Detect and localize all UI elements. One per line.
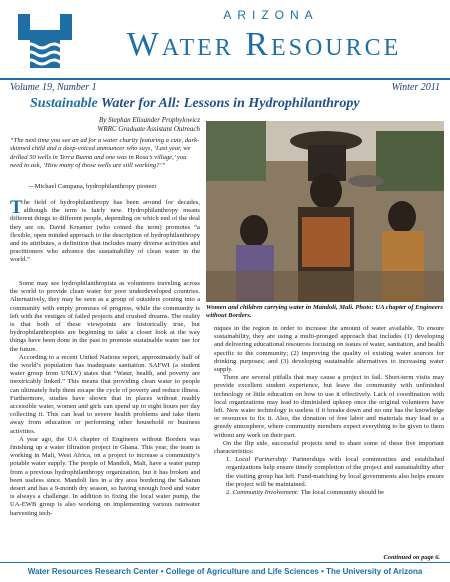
- headline-rest: Water for All: Lessons in Hydrophilanthropy: [97, 96, 360, 111]
- paragraph: On the flip side, successful projects tend to share some of these five important characteristics:: [214, 439, 444, 456]
- opening-quote: “The next time you see an ad for a water charity featuring a cute, dark-skinned child and a deep-voiced announcer who says, ‘Last year, we drilled 50 wells in Terra Buena and one was in Rosa’s village,’ you need to ask, ‘How many of those wells are still working?’”: [10, 137, 200, 170]
- byline: [10, 116, 200, 134]
- list-term: Community Involvement:: [232, 489, 300, 497]
- paragraph: niques in the region in order to increase the amount of water available. To ensure sustainability, they are using a multi-pronged approach that includes (1) developing and delivering educational resources focusing on issues of water, sanitation, and health specific to the community; (2) improving the quality of existing water sources for drinking purposes; and (3) developing sustainable alternatives to increasing water supply.: [214, 325, 444, 374]
- byline-role: WRRC Graduate Assistant Outreach: [97, 125, 200, 133]
- paragraph-text: he field of hydrophilanthropy has been around for decades, although the term is fairly new. Hydrophilanthropy means different things to different people, depending on which end of the deal they are on. David Kreamer (who coined the term) promotes “a flexible, open minded approach to the description of hydrophilanthropy and its attributes, a definition that includes many diverse activities and practitioners who advance the sustainability of clean water in the world.”: [10, 199, 200, 264]
- list-item: [226, 489, 444, 497]
- list-number: 1.: [226, 456, 231, 464]
- list-text: The local community should be: [299, 489, 385, 497]
- publication-state: ARIZONA: [223, 8, 319, 22]
- paragraph: There are several pitfalls that may cause a project to fail. Short-term visits may provide excellent student experience, but leave the community with unfinished technology or little education on how to use it effectively. Lack of coordination with local organizations may lead to diminished upkeep once the original volunteers have left. New water technology is useless if it breaks down and no one has the knowledge or resources to fix it. Also, the donation of free labor and materials may lead to a greedy atmosphere, where community members expect everything to be given to them without any work on their part.: [214, 374, 444, 439]
- drop-cap: T: [10, 197, 23, 218]
- quote-attribution: —Michael Campana, hydrophilanthropy pioneer: [28, 183, 157, 190]
- headline-lead-word: Sustainable: [30, 96, 98, 111]
- arizona-water-logo: [14, 10, 76, 72]
- paragraph: Some may see hydrophilanthropists as volunteers traveling across the world to provide clean water for poor underdeveloped countries. Alternatively, they may be seen as a group of outsiders coming into a community with empty promises of progress, while the community is left with the vestiges of failed projects and crushed dreams. The reality is that both of these viewpoints are historically true, but hydrophilanthropists are beginning to take a closer look at the way things have been done in the past to promote sustainable water use for the future.: [10, 280, 200, 353]
- list-number: 2.: [226, 489, 231, 497]
- masthead: [0, 0, 450, 80]
- list-item: [226, 456, 444, 489]
- paragraph: [10, 199, 200, 265]
- body-column-left-continued: [10, 280, 200, 518]
- paragraph: According to a recent United Nations report, approximately half of the world’s population has inadequate sanitation. SAFWI (a student water group from UNLV) states that “Water, health, and poverty are inextricably linked.” This means that providing clean water to people can ultimately help them escape the cycle of poverty and reduce illness. Furthermore, studies have shown that in places without readily accessible water, women and girls can spend up to eight hours per day collecting it. This can lead to severe health problems and take them away from education or performing other household or business activities.: [10, 353, 200, 435]
- footer: Water Resources Research Center • College of Agriculture and Life Sciences • The University of Arizona: [0, 562, 450, 582]
- issue-season: Winter 2011: [391, 82, 440, 93]
- body-column-right: [214, 325, 444, 497]
- publication-title: Water Resource: [126, 26, 402, 63]
- list-term: Local Partnership:: [235, 456, 289, 464]
- photo-caption: Women and children carrying water in Mandoli, Mali. Photo: UA chapter of Engineers without Borders.: [206, 304, 443, 319]
- body-column-left: [10, 199, 200, 265]
- article-headline: [30, 96, 430, 112]
- article-photo: [206, 121, 444, 302]
- continued-note: Continued on page 6.: [383, 554, 440, 561]
- list-text: Partnerships with local communities and established organizations help ensure timely completion of the project and sustainability after the visiting group has left. Fund-matching by local governments also helps ensure the project will be maintained.: [226, 456, 444, 488]
- characteristics-list: [214, 456, 444, 497]
- byline-author: By Stephan Elixander Prophylowicz: [98, 116, 200, 124]
- volume-number: Volume 19, Number 1: [10, 82, 97, 93]
- masthead-rule: [0, 78, 450, 80]
- paragraph: A year ago, the UA chapter of Engineers without Borders was finishing up a water filtration project in Ghana. This year, the team is working in Mali, West Africa, on a project to increase a community’s potable water supply. The people of Mandoli, Mali, have a water pump from a previous hydrophilanthropy organization, but it has broken and been useless since. Mandoli lies in a dry area bordering the Saharan desert and has a 9-month dry season, so having enough food and water is always a challenge. In addition to fixing the local water pump, the UA-EWB group is also working on implementing various rainwater harvesting tech-: [10, 435, 200, 517]
